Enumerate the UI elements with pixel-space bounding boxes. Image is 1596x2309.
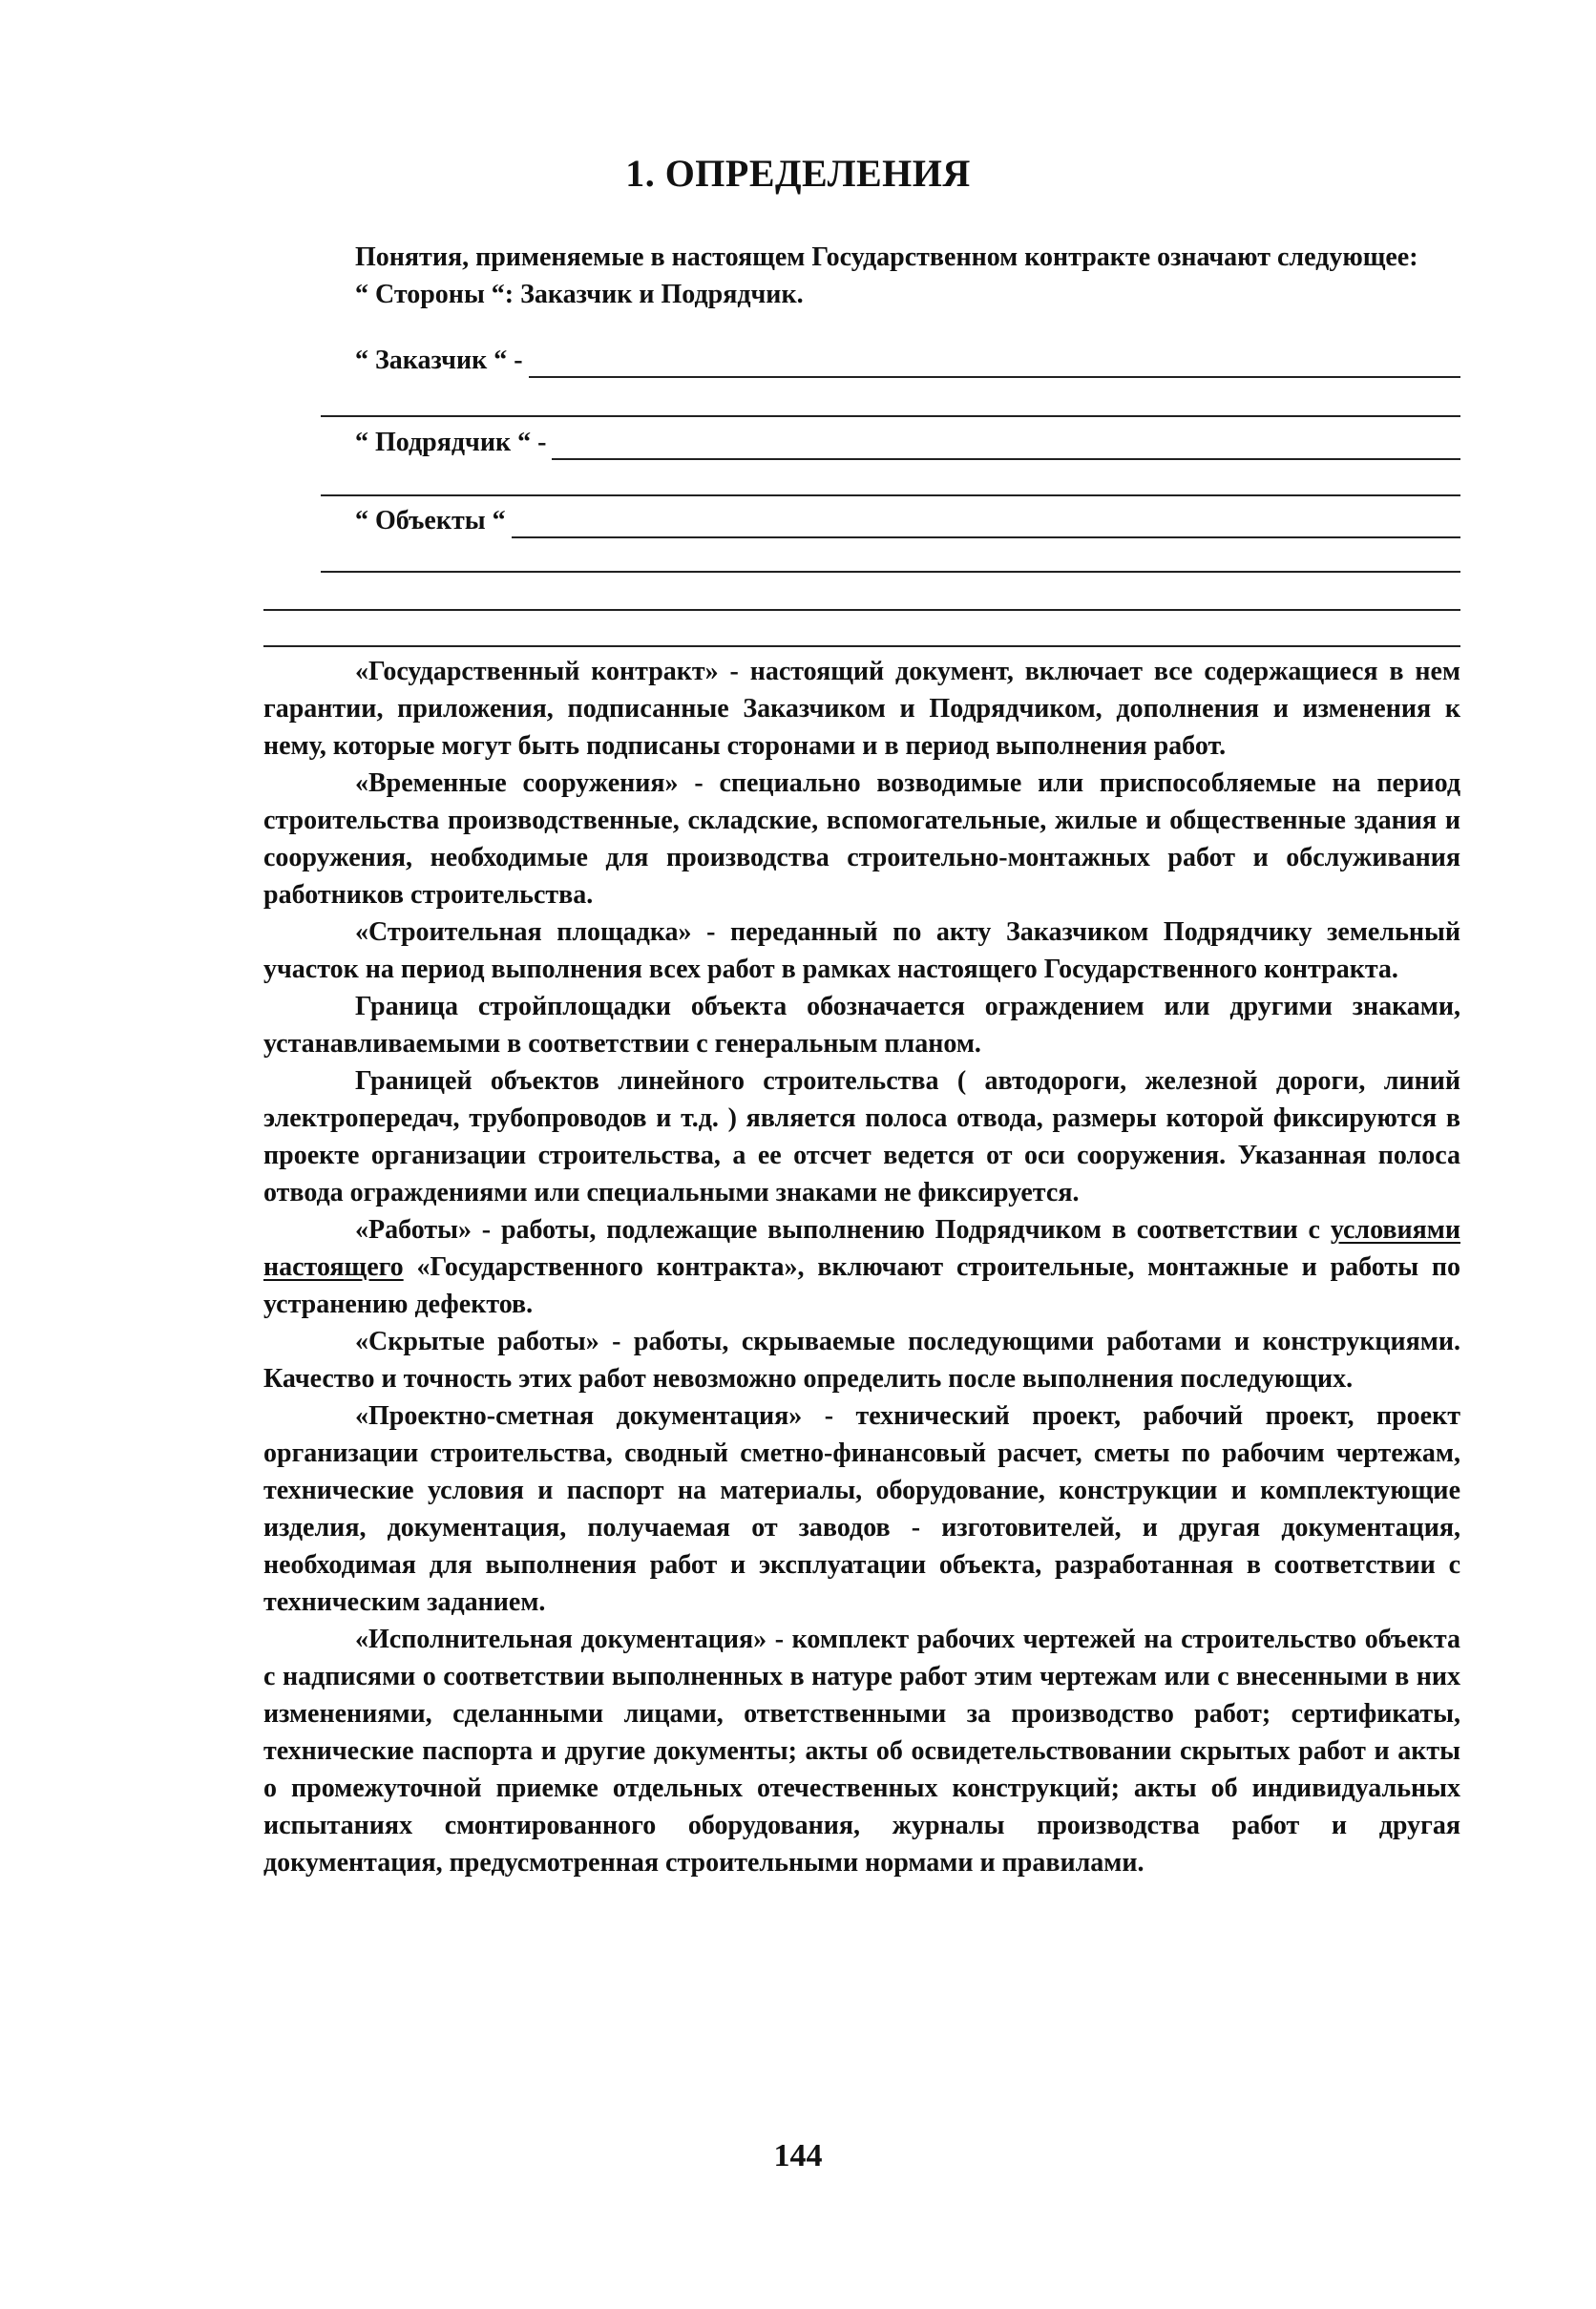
objects-field-line-3[interactable] <box>263 609 1460 611</box>
definition-linear-boundary: Границей объектов линейного строительства ( автодороги, железной дороги, линий электропередач, трубопроводов и т.д. ) является полоса отвода, размеры которой фиксируются в проекте организации строительства, а ее отсчет ведется от оси сооружения. Указанная полоса отвода ограждениями или специальными знаками не фиксируется. <box>263 1066 1460 1207</box>
definition-as-built-documentation: «Исполнительная документация» - комплект рабочих чертежей на строительство объекта с надписями о соответствии выполненных в натуре работ этим чертежам или с внесенными в них изменениями, сделанными лицами, ответственными за производство работ; сертификаты, технические паспорта и другие документы; акты об освидетельствовании скрытых работ и акты о промежуточной приемке отдельных отечественных конструкций; акты об индивидуальных испытаниях смонтированного оборудования, журналы производства работ и другая документация, предусмотренная строительными нормами и правилами. <box>263 1625 1460 1878</box>
objects-field-line-4[interactable] <box>263 645 1460 647</box>
page-number: 144 <box>773 2138 823 2173</box>
objects-field-line-2[interactable] <box>321 571 1460 573</box>
definitions-block <box>263 653 1460 1881</box>
page-title: 1. ОПРЕДЕЛЕНИЯ <box>625 152 971 195</box>
definition-works <box>263 1211 1460 1323</box>
definition-site-boundary: Граница стройплощадки объекта обозначается ограждением или другими знаками, устанавливаемыми в соответствии с генеральным планом. <box>263 992 1460 1059</box>
contractor-field[interactable] <box>355 426 1460 460</box>
contractor-field-line-2[interactable] <box>321 494 1460 496</box>
definition-hidden-works: «Скрытые работы» - работы, скрываемые последующими работами и конструкциями. Качество и точность этих работ невозможно определить после выполнения последующих. <box>263 1327 1460 1394</box>
definition-state-contract: «Государственный контракт» - настоящий документ, включает все содержащиеся в нем гарантии, приложения, подписанные Заказчиком и Подрядчиком, дополнения и изменения к нему, которые могут быть подписаны сторонами и в период выполнения работ. <box>263 657 1460 761</box>
works-definition-end: «Государственного контракта», включают строительные, монтажные и работы по устранению дефектов. <box>263 1252 1461 1319</box>
customer-field-line-2[interactable] <box>321 415 1460 417</box>
customer-label: “ Заказчик “ - <box>355 346 523 375</box>
objects-field[interactable] <box>355 504 1460 538</box>
contractor-field-line[interactable] <box>552 431 1460 460</box>
contractor-label: “ Подрядчик “ - <box>355 428 547 457</box>
intro-block <box>263 239 1460 313</box>
works-definition-start: «Работы» - работы, подлежащие выполнению Подрядчиком в соответствии с <box>355 1215 1320 1245</box>
intro-paragraph: Понятия, применяемые в настоящем Государственном контракте означают следующее: <box>355 242 1418 272</box>
definition-design-documentation: «Проектно-сметная документация» - технический проект, рабочий проект, проект организации строительства, сводный сметно-финансовый расчет, сметы по рабочим чертежам, технические условия и паспорт на материалы, оборудование, конструкции и комплектующие изделия, документация, получаемая от заводов - изготовителей, и другая документация, необходимая для выполнения работ и эксплуатации объекта, разработанная в соответствии с техническим заданием. <box>263 1401 1460 1617</box>
customer-field-line[interactable] <box>529 349 1460 378</box>
objects-label: “ Объекты “ <box>355 506 506 535</box>
customer-field[interactable] <box>355 344 1460 378</box>
works-underlined-text: условиями настоящего <box>263 1215 1460 1282</box>
definition-construction-site: «Строительная площадка» - переданный по акту Заказчиком Подрядчику земельный участок на период выполнения всех работ в рамках настоящего Государственного контракта. <box>263 917 1460 984</box>
parties-definition: “ Стороны “: Заказчик и Подрядчик. <box>355 280 804 309</box>
definition-temporary-structures: «Временные сооружения» - специально возводимые или приспособляемые на период строительства производственные, складские, вспомогательные, жилые и общественные здания и сооружения, необходимые для производства строительно-монтажных работ и обслуживания работников строительства. <box>263 768 1460 910</box>
objects-field-line[interactable] <box>512 510 1460 538</box>
